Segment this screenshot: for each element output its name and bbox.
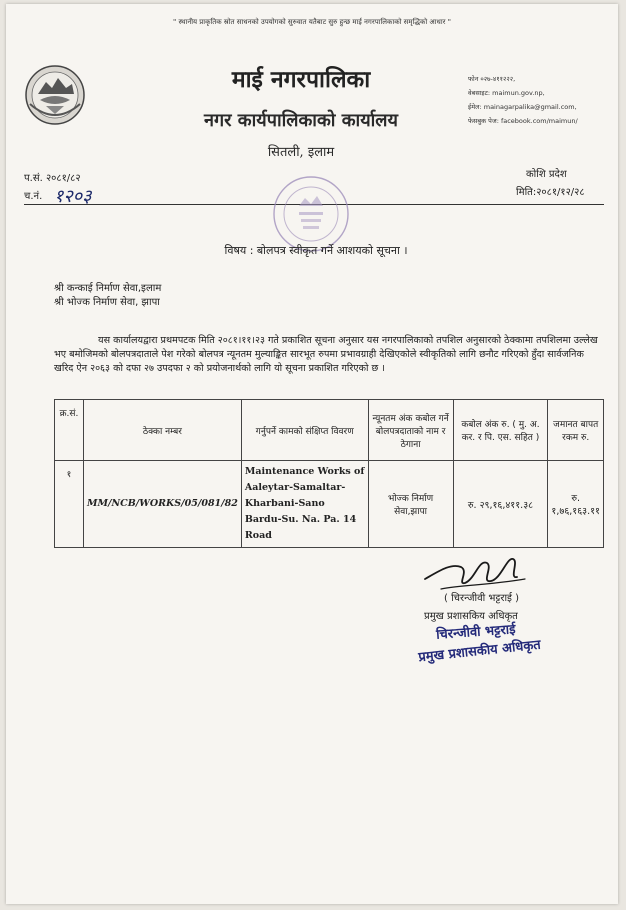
office-subtitle: नगर कार्यपालिकाको कार्यालय — [204, 110, 398, 131]
website-text: वेबसाइट: maimun.gov.np, — [468, 89, 545, 97]
email-text: ईमेल: mainagarpalika@gmail.com, — [468, 103, 577, 111]
header-contract-no: ठेक्का नम्बर — [83, 400, 241, 461]
signer-name: ( चिरन्जीवी भट्टराई ) — [444, 593, 520, 604]
government-emblem-icon — [24, 64, 86, 126]
facebook-text: फेसबुक पेज: facebook.com/maimun/ — [468, 117, 578, 125]
office-location: सितली, इलाम — [267, 145, 335, 160]
cell-amount: रु. २९,१६,४११.३८ — [453, 461, 548, 548]
ps-number: प.सं. २०८१/८२ — [24, 173, 81, 184]
header-amount: कबोल अंक रु. ( मु. अ. कर. र पि. एस. सहित ) — [453, 400, 548, 461]
office-seal-icon — [271, 174, 351, 254]
cell-sn: १ — [55, 461, 84, 548]
motto-text: " स्थानीय प्राकृतिक स्रोत साधनको उपयोगको सुरुवात यतैबाट सुरु हुन्छ माई नगरपालिकाको समृद्धिको आधार " — [173, 18, 451, 26]
recipient-2: श्री भोज्क निर्माण सेवा, झापा — [54, 297, 160, 308]
date-text: मिति:२०८१/१२/२८ — [516, 187, 585, 198]
notice-body: यस कार्यालयद्वारा प्रथमपटक मिति २०८१।११।२३ गते प्रकाशित सूचना अनुसार यस नगरपालिकाको तपशिल अनुसारको ठेक्कामा तपशिलमा उल्लेख भए बमोजिमको बोलपत्रदाताले पेश गरेको बोलपत्र न्यूनतम मुल्याङ्कित सारभूत रुपमा प्रभावग्राही देखिएकोले स्वीकृतिको लागि छनौट गरिएको हुँदा सार्वजनिक खरिद ऐन २०६३ को दफा २७ उपदफा २ को प्रयोजनार्थको लागि यो सूचना प्रकाशित गरिएको छ । — [54, 335, 598, 374]
table-header-row — [55, 400, 604, 461]
chn-label: च.नं. — [24, 191, 43, 202]
municipality-title: माई नगरपालिका — [231, 66, 371, 93]
cell-deposit: रु. १,७६,१६३.११ — [548, 461, 604, 548]
bid-table — [54, 399, 604, 548]
notice-document — [6, 4, 618, 904]
phone-text: फोन ०२७-४११२२२, — [468, 75, 516, 83]
header-description: गर्नुपर्ने कामको संक्षिप्त विवरण — [241, 400, 368, 461]
role-stamp: प्रमुख प्रशासकीय अधिकृत — [417, 637, 542, 666]
recipient-1: श्री कन्काई निर्माण सेवा,इलाम — [54, 283, 162, 294]
cell-contract-no: MM/NCB/WORKS/05/081/82 — [83, 461, 241, 548]
cell-bidder: भोज्क निर्माण सेवा,झापा — [368, 461, 453, 548]
cell-description: Maintenance Works of Aaleytar-Samaltar-Kharbani-Sano Bardu-Su. Na. Pa. 14 Road — [241, 461, 368, 548]
header-sn: क्र.सं. — [55, 400, 84, 461]
name-stamp: चिरन्जीवी भट्टराई — [435, 622, 517, 643]
header-bidder: न्यूनतम अंक कबोल गर्ने बोलपत्रदाताको नाम र ठेगाना — [368, 400, 453, 461]
signer-role: प्रमुख प्रशासकिय अधिकृत — [424, 611, 518, 622]
header-deposit: जमानत बापत रकम रु. — [548, 400, 604, 461]
province-text: कोशि प्रदेश — [526, 169, 567, 180]
chn-handwritten: १२०३ — [54, 186, 92, 207]
subject-line: विषय : बोलपत्र स्वीकृत गर्ने आशयको सूचना । — [224, 244, 408, 257]
table-row — [55, 461, 604, 548]
